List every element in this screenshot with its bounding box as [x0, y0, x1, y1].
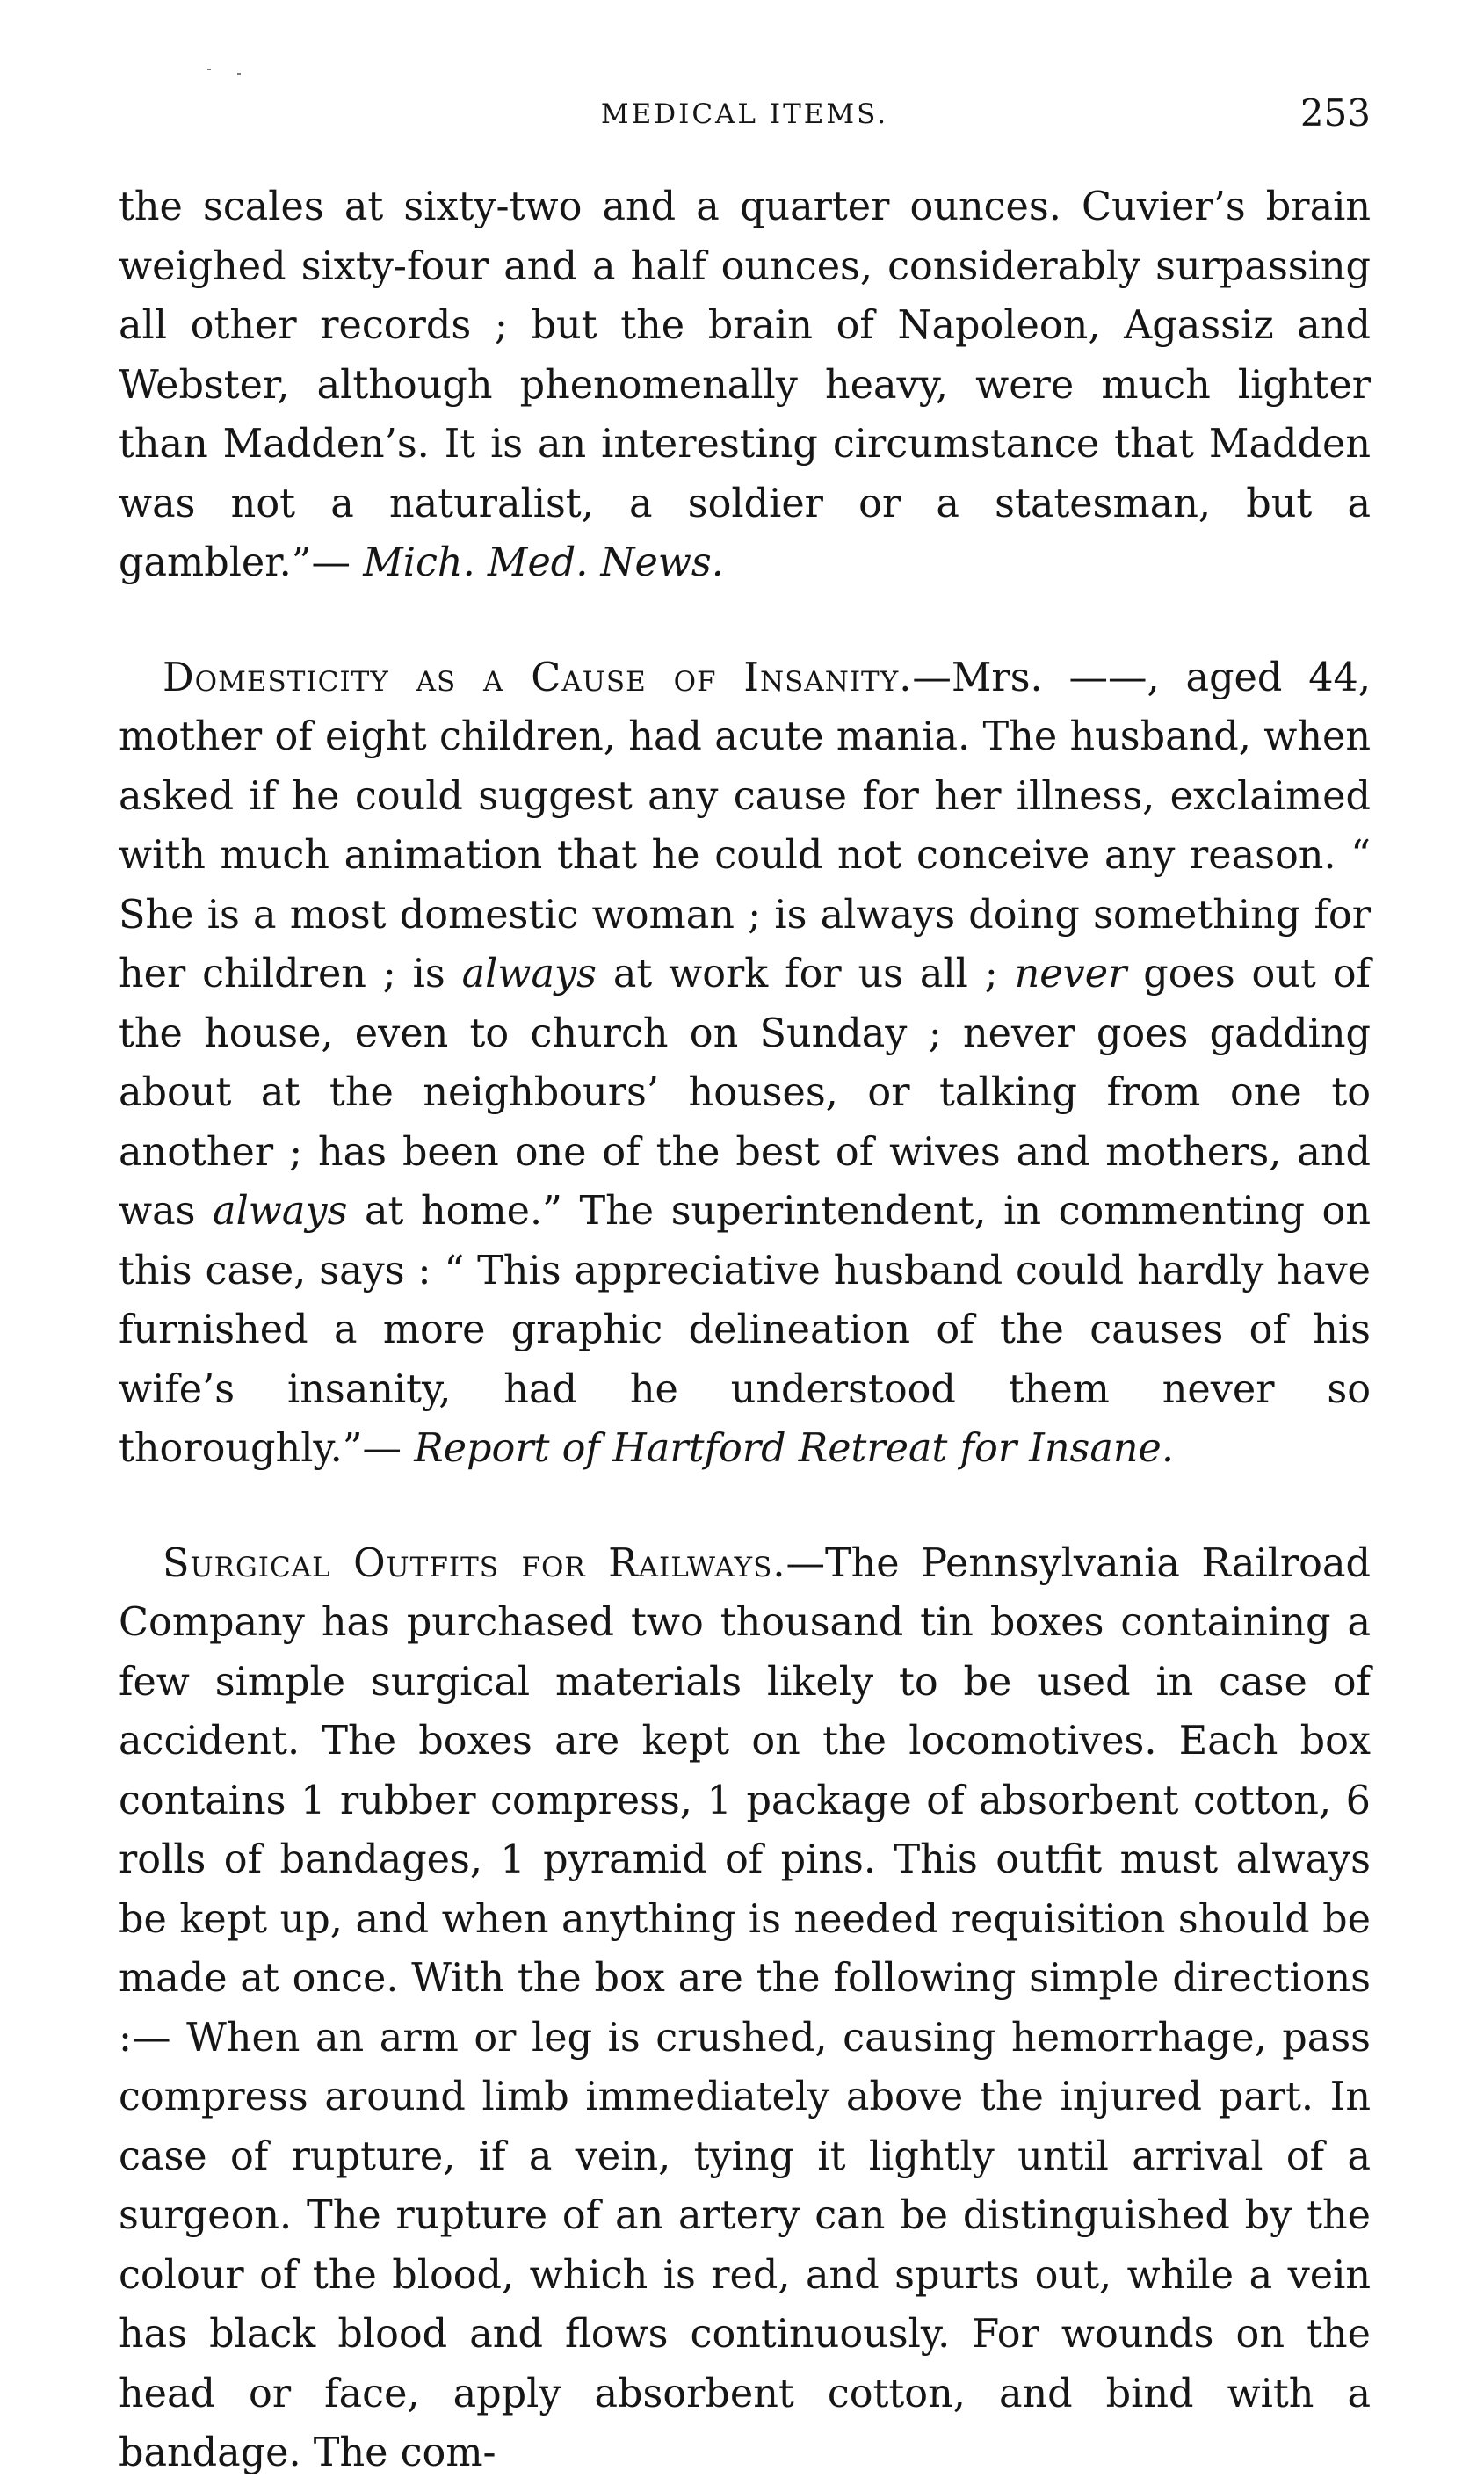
paragraph-text: goes out of the house, even to church on Sunday ; never goes gadding about at the neighbours’ houses, or talking from one to another ; has been one of the best of wives and mothers, and was [119, 952, 1371, 1234]
ink-speck [237, 73, 241, 75]
body-text [119, 177, 1371, 2483]
emphasis: always [461, 952, 597, 996]
section-heading: Domesticity as a Cause of Insanity. [163, 655, 913, 700]
paragraph-text: the scales at sixty-two and a quarter ounces. Cuvier’s brain weighed sixty-four and a half ounces, considerably surpassing all other records ; but the brain of Napoleon, Agassiz and Webster, although phenomenally heavy, were much lighter than Madden’s. It is an interesting circumstance that Madden was not a naturalist, a soldier or a statesman, but a gambler.”— [119, 185, 1371, 585]
ink-speck [207, 69, 211, 70]
paragraph-surgical-outfits [119, 1534, 1371, 2483]
paragraph-text: —The Pennsylvania Railroad Company has purchased two thousand tin boxes containing a few simple surgical materials likely to be used in case of accident. The boxes are kept on the locomotives. Each box contains 1 rubber compress, 1 package of absorbent cotton, 6 rolls of bandages, 1 pyramid of pins. This outfit must always be kept up, and when anything is needed requisition should be made at once. With the box are the following simple directions :— When an arm or leg is crushed, causing hemorrhage, pass compress around limb immediately above the injured part. In case of rupture, if a vein, tying it lightly until arrival of a surgeon. The rupture of an artery can be distinguished by the colour of the blood, which is red, and spurts out, while a vein has black blood and flows continuously. For wounds on the head or face, apply absorbent cotton, and bind with a bandage. The com- [119, 1540, 1371, 2475]
section-heading: Surgical Outfits for Railways. [163, 1540, 786, 1586]
source-citation: Report of Hartford Retreat for Insane. [414, 1426, 1175, 1471]
paragraph-domesticity-insanity [119, 648, 1371, 1479]
running-head: MEDICAL ITEMS. [600, 98, 889, 130]
paragraph-text: at work for us all ; [596, 952, 1015, 996]
paragraph-text: at home.” The superintendent, in commenting on this case, says : “ This appreciative husband could hardly have furnished a more graphic delineation of the causes of his wife’s insanity, had he understood them never so thoroughly.”— [119, 1189, 1372, 1471]
paragraph-brain-weights [119, 177, 1371, 593]
emphasis: always [213, 1189, 348, 1234]
page-header [119, 91, 1371, 144]
page-number: 253 [1299, 91, 1371, 134]
source-citation: Mich. Med. News. [363, 540, 724, 585]
paragraph-text: —Mrs. ——, aged 44, mother of eight children, had acute mania. The husband, when asked if he could suggest any cause for her illness, exclaimed with much animation that he could not conceive any reason. “ She is a most domestic woman ; is always doing something for her children ; is [119, 655, 1371, 996]
emphasis: never [1014, 952, 1127, 996]
